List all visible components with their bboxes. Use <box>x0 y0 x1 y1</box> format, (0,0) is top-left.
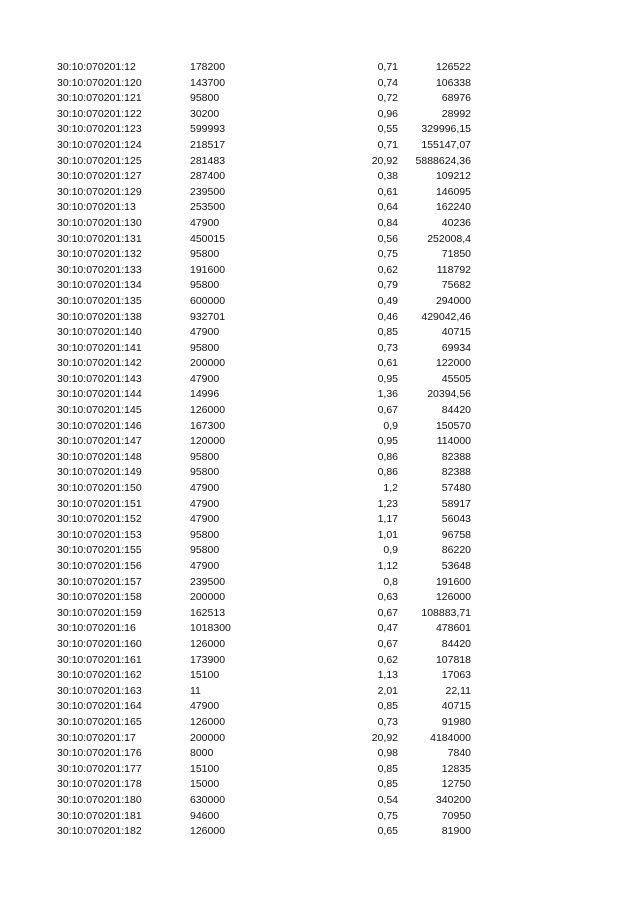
value-cell: 600000 <box>190 294 226 307</box>
cadastral-number-cell: 30:10:070201:155 <box>57 544 142 557</box>
cadastral-number-cell: 30:10:070201:120 <box>57 76 142 89</box>
coefficient-cell: 0,55 <box>377 123 398 136</box>
result-cell: 40715 <box>441 700 471 713</box>
table-row <box>0 216 640 232</box>
value-cell: 47900 <box>190 513 220 526</box>
table-row <box>0 543 640 559</box>
cadastral-number-cell: 30:10:070201:130 <box>57 216 142 229</box>
coefficient-cell: 0,67 <box>377 637 398 650</box>
value-cell: 47900 <box>190 482 220 495</box>
coefficient-cell: 0,9 <box>383 419 398 432</box>
cadastral-number-cell: 30:10:070201:178 <box>57 778 142 791</box>
result-cell: 91980 <box>441 715 471 728</box>
cadastral-number-cell: 30:10:070201:152 <box>57 513 142 526</box>
value-cell: 95800 <box>190 279 220 292</box>
cadastral-number-cell: 30:10:070201:13 <box>57 201 136 214</box>
coefficient-cell: 0,49 <box>377 294 398 307</box>
table-row <box>0 653 640 669</box>
cadastral-number-cell: 30:10:070201:165 <box>57 715 142 728</box>
value-cell: 47900 <box>190 326 220 339</box>
coefficient-cell: 0,38 <box>377 170 398 183</box>
result-cell: 126522 <box>435 61 471 73</box>
value-cell: 15000 <box>190 778 220 791</box>
table-row <box>0 668 640 684</box>
coefficient-cell: 0,85 <box>377 326 398 339</box>
coefficient-cell: 0,71 <box>377 138 398 151</box>
coefficient-cell: 0,47 <box>377 622 398 635</box>
table-row <box>0 200 640 216</box>
table-row <box>0 387 640 403</box>
cadastral-number-cell: 30:10:070201:162 <box>57 669 142 682</box>
cadastral-number-cell: 30:10:070201:164 <box>57 700 142 713</box>
result-cell: 146095 <box>435 185 471 198</box>
table-row <box>0 699 640 715</box>
table-row <box>0 637 640 653</box>
table-row <box>0 107 640 123</box>
table-row <box>0 169 640 185</box>
table-row <box>0 185 640 201</box>
coefficient-cell: 0,96 <box>377 107 398 120</box>
result-cell: 12750 <box>441 778 471 791</box>
value-cell: 30200 <box>190 107 220 120</box>
coefficient-cell: 0,56 <box>377 232 398 245</box>
cadastral-number-cell: 30:10:070201:182 <box>57 825 142 838</box>
value-cell: 94600 <box>190 809 220 822</box>
value-cell: 95800 <box>190 341 220 354</box>
coefficient-cell: 1,01 <box>377 528 398 541</box>
coefficient-cell: 20,92 <box>371 154 398 167</box>
value-cell: 15100 <box>190 762 220 775</box>
table-row <box>0 91 640 107</box>
value-cell: 95800 <box>190 544 220 557</box>
result-cell: 4184000 <box>430 731 471 744</box>
cadastral-number-cell: 30:10:070201:151 <box>57 497 142 510</box>
value-cell: 287400 <box>190 170 226 183</box>
result-cell: 191600 <box>435 575 471 588</box>
table-row <box>0 434 640 450</box>
cadastral-number-cell: 30:10:070201:161 <box>57 653 142 666</box>
value-cell: 200000 <box>190 591 226 604</box>
table-row <box>0 76 640 92</box>
result-cell: 84420 <box>441 404 471 417</box>
table-row <box>0 138 640 154</box>
result-cell: 294000 <box>435 294 471 307</box>
result-cell: 106338 <box>435 76 471 89</box>
value-cell: 95800 <box>190 528 220 541</box>
coefficient-cell: 0,85 <box>377 762 398 775</box>
coefficient-cell: 0,54 <box>377 793 398 806</box>
cadastral-number-cell: 30:10:070201:17 <box>57 731 136 744</box>
coefficient-cell: 1,12 <box>377 560 398 572</box>
result-cell: 22,11 <box>445 684 471 697</box>
cadastral-number-cell: 30:10:070201:142 <box>57 357 142 370</box>
value-cell: 218517 <box>190 138 226 151</box>
table-row <box>0 154 640 170</box>
cadastral-number-cell: 30:10:070201:121 <box>57 92 142 105</box>
result-cell: 122000 <box>435 357 471 370</box>
result-cell: 86220 <box>441 544 471 557</box>
cadastral-number-cell: 30:10:070201:158 <box>57 591 142 604</box>
value-cell: 126000 <box>190 715 226 728</box>
table-row <box>0 60 640 76</box>
cadastral-number-cell: 30:10:070201:153 <box>57 528 142 541</box>
table-row <box>0 247 640 263</box>
coefficient-cell: 0,71 <box>377 61 398 73</box>
cadastral-number-cell: 30:10:070201:145 <box>57 404 142 417</box>
coefficient-cell: 0,84 <box>377 216 398 229</box>
result-cell: 114000 <box>436 435 471 448</box>
table-row <box>0 777 640 793</box>
result-cell: 82388 <box>441 450 471 463</box>
result-cell: 45505 <box>441 372 471 385</box>
cadastral-number-cell: 30:10:070201:16 <box>57 622 136 635</box>
value-cell: 450015 <box>190 232 226 245</box>
table-row <box>0 372 640 388</box>
result-cell: 57480 <box>441 482 471 495</box>
result-cell: 155147,07 <box>421 138 471 151</box>
coefficient-cell: 0,62 <box>377 653 398 666</box>
table-row <box>0 356 640 372</box>
table-row <box>0 606 640 622</box>
coefficient-cell: 0,85 <box>377 778 398 791</box>
value-cell: 47900 <box>190 372 220 385</box>
coefficient-cell: 0,75 <box>377 248 398 261</box>
cadastral-number-cell: 30:10:070201:143 <box>57 372 142 385</box>
coefficient-cell: 1,17 <box>377 513 398 526</box>
result-cell: 109212 <box>435 170 471 183</box>
value-cell: 200000 <box>190 731 226 744</box>
cadastral-number-cell: 30:10:070201:129 <box>57 185 142 198</box>
value-cell: 599993 <box>190 123 226 136</box>
value-cell: 11 <box>190 684 201 697</box>
value-cell: 47900 <box>190 560 220 572</box>
cadastral-number-cell: 30:10:070201:135 <box>57 294 142 307</box>
coefficient-cell: 1,36 <box>377 388 398 401</box>
coefficient-cell: 20,92 <box>371 731 398 744</box>
cadastral-number-cell: 30:10:070201:144 <box>57 388 142 401</box>
coefficient-cell: 0,62 <box>377 263 398 276</box>
result-cell: 329996,15 <box>421 123 471 136</box>
result-cell: 81900 <box>441 825 471 838</box>
coefficient-cell: 0,63 <box>377 591 398 604</box>
result-cell: 70950 <box>441 809 471 822</box>
table-row <box>0 590 640 606</box>
value-cell: 120000 <box>190 435 226 448</box>
table-row <box>0 294 640 310</box>
table-row <box>0 465 640 481</box>
result-cell: 40236 <box>441 216 471 229</box>
cadastral-number-cell: 30:10:070201:127 <box>57 170 142 183</box>
cadastral-number-cell: 30:10:070201:133 <box>57 263 142 276</box>
result-cell: 20394,56 <box>427 388 471 401</box>
table-row <box>0 621 640 637</box>
coefficient-cell: 0,74 <box>377 76 398 89</box>
cadastral-number-cell: 30:10:070201:150 <box>57 482 142 495</box>
value-cell: 281483 <box>190 154 226 167</box>
coefficient-cell: 0,61 <box>377 357 398 370</box>
cadastral-number-cell: 30:10:070201:156 <box>57 560 142 572</box>
table-row <box>0 403 640 419</box>
table-row <box>0 497 640 513</box>
cadastral-number-cell: 30:10:070201:123 <box>57 123 142 136</box>
result-cell: 7840 <box>447 747 471 760</box>
coefficient-cell: 0,73 <box>377 715 398 728</box>
value-cell: 162513 <box>190 606 226 619</box>
result-cell: 107818 <box>435 653 471 666</box>
value-cell: 15100 <box>190 669 220 682</box>
coefficient-cell: 0,98 <box>377 747 398 760</box>
value-cell: 630000 <box>190 793 226 806</box>
cadastral-number-cell: 30:10:070201:180 <box>57 793 142 806</box>
value-cell: 239500 <box>190 575 226 588</box>
value-cell: 178200 <box>190 61 226 73</box>
table-row <box>0 575 640 591</box>
result-cell: 53648 <box>441 560 471 572</box>
value-cell: 47900 <box>190 497 220 510</box>
result-cell: 82388 <box>441 466 471 479</box>
table-row <box>0 450 640 466</box>
table-row <box>0 325 640 341</box>
value-cell: 932701 <box>190 310 226 323</box>
table-row <box>0 809 640 825</box>
cadastral-number-cell: 30:10:070201:141 <box>57 341 142 354</box>
result-cell: 96758 <box>441 528 471 541</box>
table-row <box>0 684 640 700</box>
value-cell: 200000 <box>190 357 226 370</box>
coefficient-cell: 1,2 <box>383 482 398 495</box>
value-cell: 167300 <box>190 419 226 432</box>
coefficient-cell: 0,85 <box>377 700 398 713</box>
result-cell: 5888624,36 <box>415 154 471 167</box>
value-cell: 1018300 <box>190 622 231 635</box>
table-row <box>0 278 640 294</box>
result-cell: 69934 <box>441 341 471 354</box>
table-row <box>0 762 640 778</box>
cadastral-number-cell: 30:10:070201:157 <box>57 575 142 588</box>
coefficient-cell: 2,01 <box>377 684 398 697</box>
cadastral-number-cell: 30:10:070201:159 <box>57 606 142 619</box>
table-row <box>0 512 640 528</box>
result-cell: 56043 <box>441 513 471 526</box>
cadastral-number-cell: 30:10:070201:177 <box>57 762 142 775</box>
table-row <box>0 419 640 435</box>
cadastral-number-cell: 30:10:070201:140 <box>57 326 142 339</box>
value-cell: 126000 <box>190 637 226 650</box>
coefficient-cell: 0,95 <box>377 435 398 448</box>
value-cell: 47900 <box>190 700 220 713</box>
coefficient-cell: 0,61 <box>377 185 398 198</box>
result-cell: 252008,4 <box>427 232 471 245</box>
result-cell: 340200 <box>435 793 471 806</box>
coefficient-cell: 0,8 <box>383 575 398 588</box>
value-cell: 47900 <box>190 216 220 229</box>
table-row <box>0 824 640 840</box>
table-row <box>0 263 640 279</box>
result-cell: 118792 <box>436 263 471 276</box>
result-cell: 150570 <box>435 419 471 432</box>
table-row <box>0 746 640 762</box>
coefficient-cell: 0,79 <box>377 279 398 292</box>
table-row <box>0 310 640 326</box>
coefficient-cell: 0,75 <box>377 809 398 822</box>
table-row <box>0 122 640 138</box>
coefficient-cell: 0,9 <box>383 544 398 557</box>
value-cell: 95800 <box>190 92 220 105</box>
result-cell: 84420 <box>441 637 471 650</box>
cadastral-number-cell: 30:10:070201:132 <box>57 248 142 261</box>
table-row <box>0 793 640 809</box>
coefficient-cell: 0,86 <box>377 466 398 479</box>
data-table <box>0 60 640 840</box>
value-cell: 8000 <box>190 747 214 760</box>
value-cell: 126000 <box>190 404 226 417</box>
coefficient-cell: 0,46 <box>377 310 398 323</box>
cadastral-number-cell: 30:10:070201:147 <box>57 435 142 448</box>
cadastral-number-cell: 30:10:070201:163 <box>57 684 142 697</box>
table-row <box>0 341 640 357</box>
value-cell: 95800 <box>190 450 220 463</box>
result-cell: 12835 <box>441 762 471 775</box>
cadastral-number-cell: 30:10:070201:134 <box>57 279 142 292</box>
value-cell: 173900 <box>190 653 226 666</box>
value-cell: 143700 <box>190 76 226 89</box>
result-cell: 58917 <box>441 497 471 510</box>
cadastral-number-cell: 30:10:070201:149 <box>57 466 142 479</box>
coefficient-cell: 1,13 <box>377 669 398 682</box>
coefficient-cell: 0,67 <box>377 606 398 619</box>
coefficient-cell: 0,95 <box>377 372 398 385</box>
value-cell: 191600 <box>190 263 226 276</box>
table-row <box>0 232 640 248</box>
table-row <box>0 559 640 575</box>
cadastral-number-cell: 30:10:070201:125 <box>57 154 142 167</box>
coefficient-cell: 0,65 <box>377 825 398 838</box>
result-cell: 17063 <box>441 669 471 682</box>
coefficient-cell: 0,64 <box>377 201 398 214</box>
table-row <box>0 481 640 497</box>
value-cell: 14996 <box>190 388 220 401</box>
coefficient-cell: 0,72 <box>377 92 398 105</box>
result-cell: 28992 <box>441 107 471 120</box>
result-cell: 75682 <box>441 279 471 292</box>
coefficient-cell: 0,67 <box>377 404 398 417</box>
value-cell: 126000 <box>190 825 226 838</box>
cadastral-number-cell: 30:10:070201:148 <box>57 450 142 463</box>
result-cell: 429042,46 <box>421 310 471 323</box>
cadastral-number-cell: 30:10:070201:181 <box>57 809 142 822</box>
table-row <box>0 715 640 731</box>
result-cell: 71850 <box>441 248 471 261</box>
cadastral-number-cell: 30:10:070201:176 <box>57 747 142 760</box>
cadastral-number-cell: 30:10:070201:138 <box>57 310 142 323</box>
cadastral-number-cell: 30:10:070201:146 <box>57 419 142 432</box>
cadastral-number-cell: 30:10:070201:124 <box>57 138 142 151</box>
table-row <box>0 528 640 544</box>
cadastral-number-cell: 30:10:070201:12 <box>57 61 136 73</box>
result-cell: 162240 <box>435 201 471 214</box>
result-cell: 126000 <box>435 591 471 604</box>
value-cell: 95800 <box>190 466 220 479</box>
cadastral-number-cell: 30:10:070201:131 <box>57 232 142 245</box>
result-cell: 108883,71 <box>421 606 471 619</box>
value-cell: 95800 <box>190 248 220 261</box>
result-cell: 478601 <box>435 622 471 635</box>
result-cell: 40715 <box>441 326 471 339</box>
value-cell: 239500 <box>190 185 226 198</box>
coefficient-cell: 0,73 <box>377 341 398 354</box>
cadastral-number-cell: 30:10:070201:122 <box>57 107 142 120</box>
coefficient-cell: 1,23 <box>377 497 398 510</box>
table-row <box>0 731 640 747</box>
value-cell: 253500 <box>190 201 226 214</box>
coefficient-cell: 0,86 <box>377 450 398 463</box>
result-cell: 68976 <box>441 92 471 105</box>
cadastral-number-cell: 30:10:070201:160 <box>57 637 142 650</box>
